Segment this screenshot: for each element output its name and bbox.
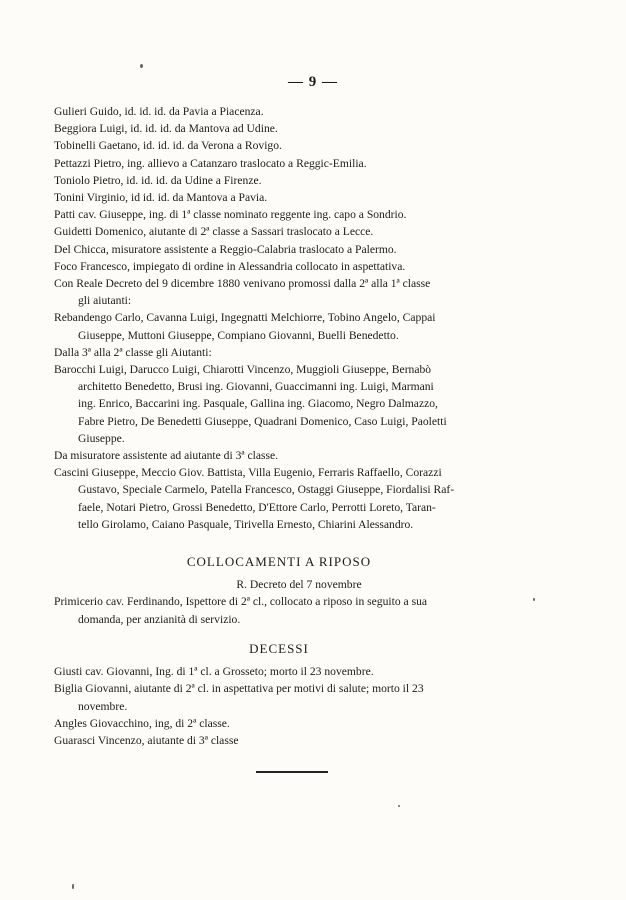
promotion-list-2-continuation: architetto Benedetto, Brusi ing. Giovanni, Guaccimanni ing. Luigi, Marmani: [78, 380, 434, 394]
decesso-entry: Guarasci Vincenzo, aiutante di 3ª classe: [54, 733, 239, 747]
paper-speck: [398, 805, 400, 807]
promotion-list-3-continuation: tello Girolamo, Caiano Pasquale, Tirivella Ernesto, Chiarini Alessandro.: [78, 517, 414, 531]
paper-speck: [140, 64, 143, 68]
promotion-list-3-continuation: faele, Notari Pietro, Grossi Benedetto, D'Ettore Carlo, Perrotti Loreto, Taran-: [78, 500, 436, 514]
page-number: — 9 —: [288, 74, 338, 90]
decree-intro-continuation: gli aiutanti:: [78, 294, 132, 308]
promotion-list-2-continuation: ing. Enrico, Baccarini ing. Pasquale, Gallina ing. Giacomo, Negro Dalmazzo,: [78, 397, 438, 411]
section-heading-riposo: COLLOCAMENTI A RIPOSO: [186, 554, 372, 570]
promotion-intro-3: Da misuratore assistente ad aiutante di 3ª classe.: [54, 449, 279, 463]
personnel-line: Patti cav. Giuseppe, ing. di 1ª classe nominato reggente ing. capo a Sondrio.: [54, 208, 407, 222]
section-subheading-decree: R. Decreto del 7 novembre: [236, 578, 362, 592]
personnel-line: Toniolo Pietro, id. id. id. da Udine a Firenze.: [54, 173, 262, 187]
riposo-entry-continuation: domanda, per anzianità di servizio.: [78, 612, 241, 626]
decree-intro: Con Reale Decreto del 9 dicembre 1880 venivano promossi dalla 2ª alla 1ª classe: [54, 277, 431, 291]
promotion-list-3: Cascini Giuseppe, Meccio Giov. Battista, Villa Eugenio, Ferraris Raffaello, Corazzi: [54, 466, 442, 480]
decesso-entry: Angles Giovacchino, ing, di 2ª classe.: [54, 716, 230, 730]
paper-speck: [72, 884, 74, 889]
promotion-list-2-continuation: Giuseppe.: [78, 431, 125, 445]
riposo-entry: Primicerio cav. Ferdinando, Ispettore di 2ª cl., collocato a riposo in seguito a sua: [54, 595, 428, 609]
decesso-entry-continuation: novembre.: [78, 699, 128, 713]
decesso-entry: Giusti cav. Giovanni, Ing. di 1ª cl. a Grosseto; morto il 23 novembre.: [54, 665, 374, 679]
personnel-line: Gulieri Guido, id. id. id. da Pavia a Piacenza.: [54, 105, 264, 118]
section-heading-decessi: DECESSI: [249, 640, 309, 656]
personnel-line: Tonini Virginio, id id. id. da Mantova a Pavia.: [54, 191, 268, 205]
personnel-line: Del Chicca, misuratore assistente a Reggio-Calabria traslocato a Palermo.: [54, 242, 397, 256]
paper-speck: [533, 598, 535, 601]
promotion-list-2: Barocchi Luigi, Darucco Luigi, Chiarotti Vincenzo, Muggioli Giuseppe, Bernabò: [54, 363, 432, 377]
personnel-line: Guidetti Domenico, aiutante di 2ª classe a Sassari traslocato a Lecce.: [54, 225, 374, 239]
personnel-line: Pettazzi Pietro, ing. allievo a Catanzaro traslocato a Reggic-Emilia.: [54, 156, 367, 170]
promotion-intro-2: Dalla 3ª alla 2ª classe gli Aiutanti:: [54, 345, 212, 359]
personnel-line: Foco Francesco, impiegato di ordine in Alessandria collocato in aspettativa.: [54, 259, 406, 273]
promotion-list-1: Rebandengo Carlo, Cavanna Luigi, Ingegnatti Melchiorre, Tobino Angelo, Cappai: [54, 311, 436, 325]
decesso-entry: Biglia Giovanni, aiutante di 2ª cl. in aspettativa per motivi di salute; morto il 23: [54, 682, 424, 696]
personnel-line: Beggiora Luigi, id. id. id. da Mantova ad Udine.: [54, 122, 278, 136]
promotion-list-1-continuation: Giuseppe, Muttoni Giuseppe, Compiano Giovanni, Buelli Benedetto.: [78, 328, 399, 342]
promotion-list-3-continuation: Gustavo, Speciale Carmelo, Patella Francesco, Ostaggi Giuseppe, Fiordalisi Raf-: [78, 483, 455, 497]
promotion-list-2-continuation: Fabre Pietro, De Benedetti Giuseppe, Quadrani Domenico, Caso Luigi, Paoletti: [78, 414, 447, 428]
personnel-line: Tobinelli Gaetano, id. id. id. da Verona a Rovigo.: [54, 139, 282, 153]
closing-rule: [256, 771, 328, 773]
document-body: [54, 103, 504, 773]
